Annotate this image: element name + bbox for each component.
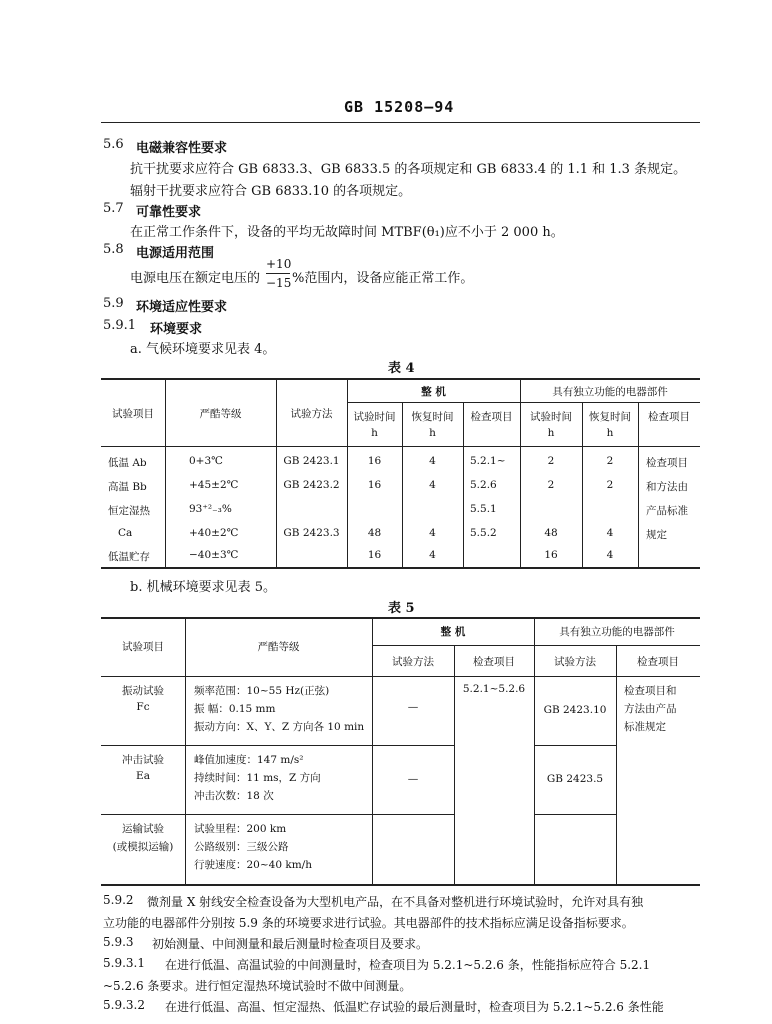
- t4-h-method: 试验方法: [290, 408, 333, 420]
- t5-trans-line-1: 试验里程：200 km: [194, 823, 287, 835]
- t4-header-bottom-rule: [101, 446, 700, 447]
- t5-vib-line-2: 振 幅：0.15 mm: [194, 703, 276, 715]
- t4-h-item: 试验项目: [112, 408, 154, 420]
- t4-h-unit: h: [547, 427, 555, 439]
- t5-trans-line-3: 行驶速度：20~40 km/h: [194, 859, 312, 871]
- t4-h-severity: 严酷等级: [199, 408, 242, 420]
- t4-h-check: 检查项目: [470, 411, 513, 423]
- t5-shock-name: 冲击试验: [122, 754, 164, 766]
- section-5-6-number: 5.6: [103, 137, 124, 152]
- t5-vline: [454, 645, 455, 884]
- t4-cell-recover: 4: [429, 479, 436, 491]
- section-5-6-line-1: 抗干扰要求应符合 GB 6833.3、GB 6833.5 的各项规定和 GB 6833.4 的 1.1 和 1.3 条规定。: [130, 162, 687, 177]
- voltage-tolerance-lower: −15: [266, 276, 292, 290]
- t4-cell-item: Ca: [118, 527, 133, 539]
- voltage-text-pre: 电源电压在额定电压的: [130, 271, 261, 286]
- section-5-6-line-2: 辐射干扰要求应符合 GB 6833.10 的各项规定。: [130, 184, 412, 199]
- t5-part-check-line-2: 方法由产品: [624, 703, 677, 715]
- t4-cell-part-time: 16: [544, 549, 558, 561]
- t5-vline: [185, 617, 186, 884]
- t4-cell-check: 5.2.1~: [470, 455, 506, 467]
- t4-cell-recover: 4: [429, 455, 436, 467]
- t5-vline: [616, 645, 617, 884]
- t4-cell-item: 恒定湿热: [108, 505, 150, 517]
- section-5-9-1-title: 环境要求: [150, 322, 203, 337]
- t4-cell-recover: 4: [429, 549, 436, 561]
- t5-row-rule-part: [534, 745, 616, 746]
- t5-vib-line-3: 振动方向：X、Y、Z 方向各 10 min: [194, 721, 365, 733]
- voltage-text-post: %范围内，设备应能正常工作。: [292, 271, 474, 286]
- t5-row-rule: [101, 814, 454, 815]
- section-5-6-title: 电磁兼容性要求: [136, 141, 228, 156]
- t5-header-bottom-rule: [101, 676, 700, 677]
- t5-shock-line-3: 冲击次数：18 次: [194, 790, 274, 802]
- t4-cell-severity: 93⁺²₋₃%: [189, 503, 232, 515]
- t4-cell-item: 低温 Ab: [108, 457, 147, 469]
- t5-h-item: 试验项目: [122, 641, 164, 653]
- t4-cell-part-recover: 2: [606, 455, 614, 467]
- t5-shock-line-2: 持续时间：11 ms，Z 方向: [194, 772, 321, 784]
- header-rule: [101, 122, 700, 123]
- table-5-caption: 表 5: [388, 601, 415, 616]
- section-5-9-2-line-2: 立功能的电器部件分别按 5.9 条的环境要求进行试验。其电器部件的技术指标应满足设备指标要求。: [103, 916, 634, 930]
- t4-cell-part-check: 规定: [646, 529, 667, 541]
- t5-h-part-method: 试验方法: [554, 656, 596, 668]
- t4-cell-part-time: 2: [547, 479, 555, 491]
- section-5-9-title: 环境适应性要求: [136, 300, 228, 315]
- t4-cell-severity: +45±2℃: [189, 479, 239, 491]
- t5-trans-line-2: 公路级别：三级公路: [194, 841, 289, 853]
- t5-vib-line-1: 频率范围：10~55 Hz(正弦): [194, 685, 330, 697]
- t5-top-rule: [101, 617, 700, 619]
- t4-vline: [638, 402, 639, 567]
- t5-part-check-line-1: 检查项目和: [624, 685, 677, 697]
- t4-vline: [463, 402, 464, 567]
- t4-h-recover: 恢复时间: [411, 411, 454, 423]
- t5-shock-line-1: 峰值加速度：147 m/s²: [194, 754, 304, 766]
- t4-cell-part-time: 48: [544, 527, 558, 539]
- section-5-9-3-2-line-1: 在进行低温、高温、恒定湿热、低温贮存试验的最后测量时，检查项目为 5.2.1~5.2.6 条性能: [165, 1000, 664, 1014]
- page-header: GB 15208—94: [344, 98, 455, 116]
- t4-h-part-recover: 恢复时间: [589, 411, 631, 423]
- section-5-9-1-number: 5.9.1: [103, 318, 137, 333]
- t4-cell-part-recover: 2: [606, 479, 614, 491]
- t4-cell-recover: 4: [429, 527, 436, 539]
- t5-h-severity: 严酷等级: [257, 641, 300, 653]
- section-5-7-line-1: 在正常工作条件下，设备的平均无故障时间 MTBF(θ₁)应不小于 2 000 h。: [130, 225, 564, 240]
- section-5-7-title: 可靠性要求: [136, 205, 202, 220]
- t4-h-whole: 整 机: [421, 386, 446, 398]
- t4-subhead-rule: [347, 402, 700, 403]
- item-a-text: a. 气候环境要求见表 4。: [130, 342, 276, 357]
- t5-trans-name: 运输试验: [122, 823, 164, 835]
- t4-cell-part-time: 2: [547, 455, 555, 467]
- t5-vib-code: Fc: [136, 701, 150, 713]
- fraction-bar: [266, 273, 290, 274]
- t4-h-part-check: 检查项目: [648, 411, 690, 423]
- t4-cell-check: 5.5.1: [470, 503, 497, 515]
- t4-bottom-rule: [101, 567, 700, 569]
- t5-vib-method: —: [407, 701, 419, 713]
- section-5-9-3-1-line-2: ~5.2.6 条要求。进行恒定湿热环境试验时不做中间测量。: [103, 979, 412, 993]
- t5-row-rule-part: [534, 814, 616, 815]
- t4-cell-part-recover: 4: [606, 527, 614, 539]
- t5-h-part: 具有独立功能的电器部件: [559, 626, 675, 638]
- t5-shock-method: —: [407, 773, 419, 785]
- t5-check-all: 5.2.1~5.2.6: [462, 683, 526, 695]
- t4-h-unit: h: [606, 427, 614, 439]
- t5-h-check: 检查项目: [473, 656, 515, 668]
- t5-part-check-line-3: 标准规定: [624, 721, 666, 733]
- t5-bottom-rule: [101, 884, 700, 886]
- t4-cell-severity: −40±3℃: [189, 549, 239, 561]
- t5-vib-part-method: GB 2423.10: [543, 704, 607, 716]
- t4-cell-time: 48: [367, 527, 382, 539]
- t4-cell-method: GB 2423.3: [283, 527, 340, 539]
- section-5-8-number: 5.8: [103, 242, 124, 257]
- t4-cell-part-recover: 4: [606, 549, 614, 561]
- section-5-9-number: 5.9: [103, 296, 124, 311]
- t4-cell-item: 低温贮存: [108, 551, 150, 563]
- section-5-9-3-number: 5.9.3: [103, 935, 134, 949]
- t5-h-whole: 整 机: [440, 626, 466, 638]
- t4-cell-check: 5.5.2: [470, 527, 497, 539]
- t4-cell-item: 高温 Bb: [108, 481, 147, 493]
- t5-vib-name: 振动试验: [122, 685, 164, 697]
- t4-cell-part-check: 产品标准: [646, 505, 688, 517]
- t4-cell-time: 16: [367, 549, 382, 561]
- t5-h-method: 试验方法: [392, 656, 434, 668]
- t4-h-part: 具有独立功能的电器部件: [552, 386, 668, 398]
- section-5-9-2-line-1: 微剂量 X 射线安全检查设备为大型机电产品，在不具备对整机进行环境试验时，允许对具有独: [147, 895, 644, 909]
- t4-h-unit: h: [371, 427, 378, 439]
- t5-row-rule: [101, 745, 454, 746]
- t4-cell-method: GB 2423.1: [283, 455, 340, 467]
- t4-cell-severity: +40±2℃: [189, 527, 239, 539]
- t4-cell-method: GB 2423.2: [283, 479, 340, 491]
- section-5-9-3-title: 初始测量、中间测量和最后测量时检查项目及要求。: [152, 937, 429, 951]
- section-5-7-number: 5.7: [103, 201, 124, 216]
- t4-h-test-time: 试验时间: [353, 411, 396, 423]
- t5-subhead-rule: [372, 645, 700, 646]
- section-5-9-3-1-line-1: 在进行低温、高温试验的中间测量时，检查项目为 5.2.1~5.2.6 条，性能指标应符合 5.2.1: [165, 958, 651, 972]
- item-b-text: b. 机械环境要求见表 5。: [130, 580, 276, 595]
- t4-h-unit: h: [429, 427, 436, 439]
- t4-cell-part-check: 检查项目: [646, 457, 688, 469]
- t4-cell-time: 16: [367, 479, 382, 491]
- section-5-9-3-1-number: 5.9.3.1: [103, 956, 145, 970]
- section-5-9-3-2-number: 5.9.3.2: [103, 998, 145, 1012]
- t5-shock-code: Ea: [136, 770, 150, 782]
- voltage-tolerance-upper: +10: [266, 257, 292, 271]
- section-5-9-2-number: 5.9.2: [103, 893, 134, 907]
- section-5-8-title: 电源适用范围: [136, 246, 215, 261]
- t4-cell-time: 16: [367, 455, 382, 467]
- t4-cell-part-check: 和方法由: [646, 481, 688, 493]
- t5-trans-code: (或模拟运输): [112, 841, 174, 853]
- table-4-caption: 表 4: [388, 361, 415, 376]
- t4-top-rule: [101, 378, 700, 380]
- t5-shock-part-method: GB 2423.5: [546, 773, 604, 785]
- t4-h-part-test-time: 试验时间: [530, 411, 572, 423]
- t4-cell-severity: 0+3℃: [189, 455, 223, 467]
- t4-cell-check: 5.2.6: [470, 479, 497, 491]
- t5-h-part-check: 检查项目: [637, 656, 679, 668]
